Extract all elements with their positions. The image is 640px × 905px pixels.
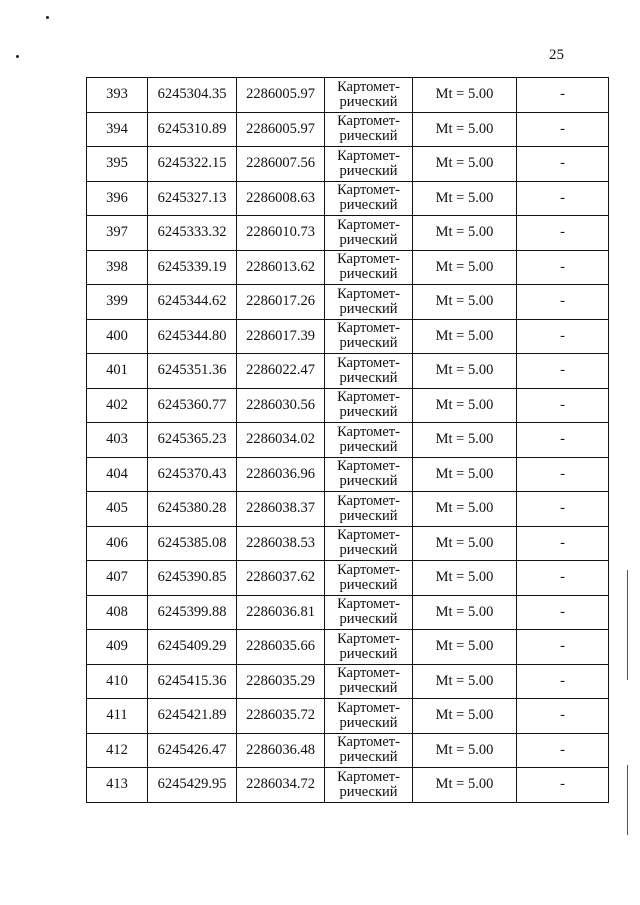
note-cell: - (517, 216, 609, 251)
accuracy-value: Mt = 5.00 (413, 457, 517, 492)
scan-speck (46, 16, 49, 19)
x-coordinate: 6245339.19 (148, 250, 237, 285)
table-row (87, 285, 609, 320)
x-coordinate: 6245409.29 (148, 630, 237, 665)
y-coordinate: 2286017.26 (237, 285, 325, 320)
x-coordinate: 6245333.32 (148, 216, 237, 251)
method-line-2: рический (339, 438, 398, 455)
point-number: 412 (87, 733, 148, 768)
y-coordinate: 2286007.56 (237, 147, 325, 182)
y-coordinate: 2286017.39 (237, 319, 325, 354)
note-cell: - (517, 699, 609, 734)
note-cell: - (517, 285, 609, 320)
table-row (87, 561, 609, 596)
y-coordinate: 2286008.63 (237, 181, 325, 216)
method-line-2: рический (339, 542, 398, 559)
method-cell (325, 216, 413, 251)
method-line-2: рический (339, 404, 398, 421)
x-coordinate: 6245370.43 (148, 457, 237, 492)
method-line-2: рический (339, 783, 398, 800)
table-row (87, 250, 609, 285)
method-cell (325, 664, 413, 699)
y-coordinate: 2286034.72 (237, 768, 325, 803)
method-cell (325, 526, 413, 561)
point-number: 397 (87, 216, 148, 251)
note-cell: - (517, 630, 609, 665)
method-line-1: Картомет- (337, 492, 400, 509)
x-coordinate: 6245344.62 (148, 285, 237, 320)
method-line-2: рический (339, 714, 398, 731)
point-number: 395 (87, 147, 148, 182)
method-cell (325, 733, 413, 768)
point-number: 400 (87, 319, 148, 354)
accuracy-value: Mt = 5.00 (413, 319, 517, 354)
method-line-2: рический (339, 231, 398, 248)
method-cell (325, 78, 413, 113)
table-row (87, 112, 609, 147)
accuracy-value: Mt = 5.00 (413, 147, 517, 182)
table-row (87, 630, 609, 665)
note-cell: - (517, 147, 609, 182)
note-cell: - (517, 78, 609, 113)
method-line-1: Картомет- (337, 630, 400, 647)
method-cell (325, 319, 413, 354)
table-row (87, 147, 609, 182)
method-line-2: рический (339, 680, 398, 697)
note-cell: - (517, 457, 609, 492)
note-cell: - (517, 112, 609, 147)
accuracy-value: Mt = 5.00 (413, 354, 517, 389)
method-line-1: Картомет- (337, 423, 400, 440)
scan-margin-mark (627, 765, 628, 835)
note-cell: - (517, 354, 609, 389)
x-coordinate: 6245327.13 (148, 181, 237, 216)
method-cell (325, 388, 413, 423)
method-line-1: Картомет- (337, 389, 400, 406)
method-cell (325, 285, 413, 320)
y-coordinate: 2286035.29 (237, 664, 325, 699)
accuracy-value: Mt = 5.00 (413, 285, 517, 320)
table-row (87, 664, 609, 699)
method-cell (325, 423, 413, 458)
method-line-1: Картомет- (337, 596, 400, 613)
x-coordinate: 6245415.36 (148, 664, 237, 699)
method-cell (325, 492, 413, 527)
method-cell (325, 457, 413, 492)
method-line-2: рический (339, 335, 398, 352)
method-line-1: Картомет- (337, 285, 400, 302)
accuracy-value: Mt = 5.00 (413, 423, 517, 458)
method-line-1: Картомет- (337, 147, 400, 164)
method-line-1: Картомет- (337, 699, 400, 716)
method-line-2: рический (339, 645, 398, 662)
y-coordinate: 2286037.62 (237, 561, 325, 596)
method-line-1: Картомет- (337, 320, 400, 337)
method-cell (325, 595, 413, 630)
note-cell: - (517, 423, 609, 458)
y-coordinate: 2286005.97 (237, 112, 325, 147)
method-line-1: Картомет- (337, 665, 400, 682)
y-coordinate: 2286038.37 (237, 492, 325, 527)
accuracy-value: Mt = 5.00 (413, 561, 517, 596)
method-line-1: Картомет- (337, 216, 400, 233)
note-cell: - (517, 181, 609, 216)
x-coordinate: 6245390.85 (148, 561, 237, 596)
coordinates-table (86, 77, 609, 803)
x-coordinate: 6245399.88 (148, 595, 237, 630)
method-line-1: Картомет- (337, 458, 400, 475)
x-coordinate: 6245322.15 (148, 147, 237, 182)
method-line-2: рический (339, 473, 398, 490)
accuracy-value: Mt = 5.00 (413, 112, 517, 147)
table-row (87, 181, 609, 216)
x-coordinate: 6245344.80 (148, 319, 237, 354)
point-number: 399 (87, 285, 148, 320)
table-row (87, 354, 609, 389)
method-line-2: рический (339, 300, 398, 317)
method-line-2: рический (339, 162, 398, 179)
y-coordinate: 2286022.47 (237, 354, 325, 389)
x-coordinate: 6245421.89 (148, 699, 237, 734)
method-line-1: Картомет- (337, 734, 400, 751)
note-cell: - (517, 388, 609, 423)
method-cell (325, 354, 413, 389)
method-line-2: рический (339, 93, 398, 110)
method-cell (325, 699, 413, 734)
accuracy-value: Mt = 5.00 (413, 250, 517, 285)
method-line-2: рический (339, 197, 398, 214)
note-cell: - (517, 595, 609, 630)
method-line-2: рический (339, 369, 398, 386)
point-number: 401 (87, 354, 148, 389)
method-line-1: Картомет- (337, 561, 400, 578)
y-coordinate: 2286030.56 (237, 388, 325, 423)
table-row (87, 216, 609, 251)
y-coordinate: 2286005.97 (237, 78, 325, 113)
table-row (87, 492, 609, 527)
method-cell (325, 250, 413, 285)
accuracy-value: Mt = 5.00 (413, 388, 517, 423)
method-line-2: рический (339, 128, 398, 145)
method-cell (325, 181, 413, 216)
x-coordinate: 6245351.36 (148, 354, 237, 389)
method-line-1: Картомет- (337, 113, 400, 130)
point-number: 396 (87, 181, 148, 216)
method-line-1: Картомет- (337, 768, 400, 785)
method-line-1: Картомет- (337, 78, 400, 95)
accuracy-value: Mt = 5.00 (413, 181, 517, 216)
point-number: 406 (87, 526, 148, 561)
y-coordinate: 2286036.81 (237, 595, 325, 630)
point-number: 402 (87, 388, 148, 423)
point-number: 405 (87, 492, 148, 527)
accuracy-value: Mt = 5.00 (413, 595, 517, 630)
point-number: 398 (87, 250, 148, 285)
y-coordinate: 2286010.73 (237, 216, 325, 251)
accuracy-value: Mt = 5.00 (413, 630, 517, 665)
point-number: 413 (87, 768, 148, 803)
x-coordinate: 6245429.95 (148, 768, 237, 803)
accuracy-value: Mt = 5.00 (413, 216, 517, 251)
method-cell (325, 768, 413, 803)
table-row (87, 78, 609, 113)
note-cell: - (517, 319, 609, 354)
point-number: 404 (87, 457, 148, 492)
table-row (87, 733, 609, 768)
table-row (87, 526, 609, 561)
y-coordinate: 2286036.96 (237, 457, 325, 492)
note-cell: - (517, 526, 609, 561)
point-number: 410 (87, 664, 148, 699)
method-cell (325, 112, 413, 147)
x-coordinate: 6245304.35 (148, 78, 237, 113)
accuracy-value: Mt = 5.00 (413, 492, 517, 527)
accuracy-value: Mt = 5.00 (413, 733, 517, 768)
method-line-1: Картомет- (337, 182, 400, 199)
note-cell: - (517, 250, 609, 285)
point-number: 394 (87, 112, 148, 147)
x-coordinate: 6245365.23 (148, 423, 237, 458)
note-cell: - (517, 561, 609, 596)
table-row (87, 699, 609, 734)
x-coordinate: 6245385.08 (148, 526, 237, 561)
y-coordinate: 2286035.66 (237, 630, 325, 665)
accuracy-value: Mt = 5.00 (413, 699, 517, 734)
point-number: 393 (87, 78, 148, 113)
table-row (87, 423, 609, 458)
y-coordinate: 2286035.72 (237, 699, 325, 734)
point-number: 408 (87, 595, 148, 630)
point-number: 407 (87, 561, 148, 596)
page-number: 25 (549, 47, 564, 63)
y-coordinate: 2286013.62 (237, 250, 325, 285)
x-coordinate: 6245310.89 (148, 112, 237, 147)
method-line-2: рический (339, 576, 398, 593)
table-row (87, 768, 609, 803)
table-row (87, 319, 609, 354)
accuracy-value: Mt = 5.00 (413, 768, 517, 803)
note-cell: - (517, 492, 609, 527)
method-cell (325, 630, 413, 665)
method-line-2: рический (339, 611, 398, 628)
table-row (87, 595, 609, 630)
method-line-2: рический (339, 749, 398, 766)
scan-speck (16, 55, 19, 58)
y-coordinate: 2286034.02 (237, 423, 325, 458)
note-cell: - (517, 768, 609, 803)
note-cell: - (517, 733, 609, 768)
table-row (87, 457, 609, 492)
table-row (87, 388, 609, 423)
accuracy-value: Mt = 5.00 (413, 664, 517, 699)
point-number: 411 (87, 699, 148, 734)
method-line-2: рический (339, 507, 398, 524)
method-cell (325, 147, 413, 182)
scan-margin-mark (627, 570, 628, 680)
method-line-1: Картомет- (337, 527, 400, 544)
method-line-1: Картомет- (337, 251, 400, 268)
accuracy-value: Mt = 5.00 (413, 526, 517, 561)
method-cell (325, 561, 413, 596)
x-coordinate: 6245360.77 (148, 388, 237, 423)
x-coordinate: 6245426.47 (148, 733, 237, 768)
y-coordinate: 2286036.48 (237, 733, 325, 768)
method-line-2: рический (339, 266, 398, 283)
point-number: 403 (87, 423, 148, 458)
note-cell: - (517, 664, 609, 699)
x-coordinate: 6245380.28 (148, 492, 237, 527)
y-coordinate: 2286038.53 (237, 526, 325, 561)
accuracy-value: Mt = 5.00 (413, 78, 517, 113)
method-line-1: Картомет- (337, 354, 400, 371)
point-number: 409 (87, 630, 148, 665)
